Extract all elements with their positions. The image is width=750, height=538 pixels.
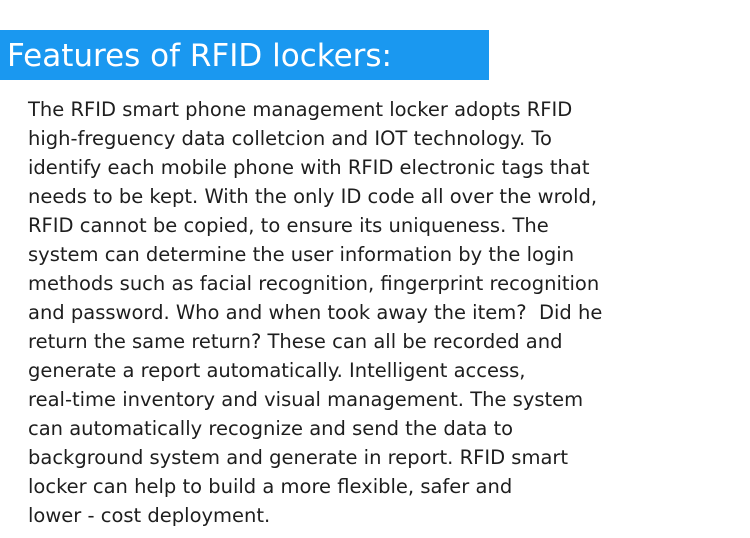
paragraph-line: locker can help to build a more flexible, safer and (28, 475, 513, 498)
paragraph-line: system can determine the user information by the login (28, 243, 575, 266)
paragraph-line: and password. Who and when took away the item? Did he (28, 301, 603, 324)
title-banner (0, 30, 489, 80)
paragraph-line: return the same return? These can all be recorded and (28, 330, 563, 353)
paragraph-line: The RFID smart phone management locker adopts RFID (28, 98, 573, 121)
paragraph-line: background system and generate in report. RFID smart (28, 446, 569, 469)
paragraph-line: high-freguency data colletcion and IOT technology. To (28, 127, 552, 150)
paragraph-line: generate a report automatically. Intelligent access, (28, 359, 526, 382)
paragraph-line: identify each mobile phone with RFID electronic tags that (28, 156, 590, 179)
paragraph-line: RFID cannot be copied, to ensure its uniqueness. The (28, 214, 549, 237)
paragraph-line: can automatically recognize and send the data to (28, 417, 514, 440)
page-title: Features of RFID lockers: (7, 38, 393, 74)
feature-description (28, 95, 743, 530)
paragraph-line: real-time inventory and visual management. The system (28, 388, 584, 411)
paragraph-line: lower - cost deployment. (28, 504, 271, 527)
paragraph-line: methods such as facial recognition, fingerprint recognition (28, 272, 600, 295)
paragraph-line: needs to be kept. With the only ID code all over the wrold, (28, 185, 598, 208)
